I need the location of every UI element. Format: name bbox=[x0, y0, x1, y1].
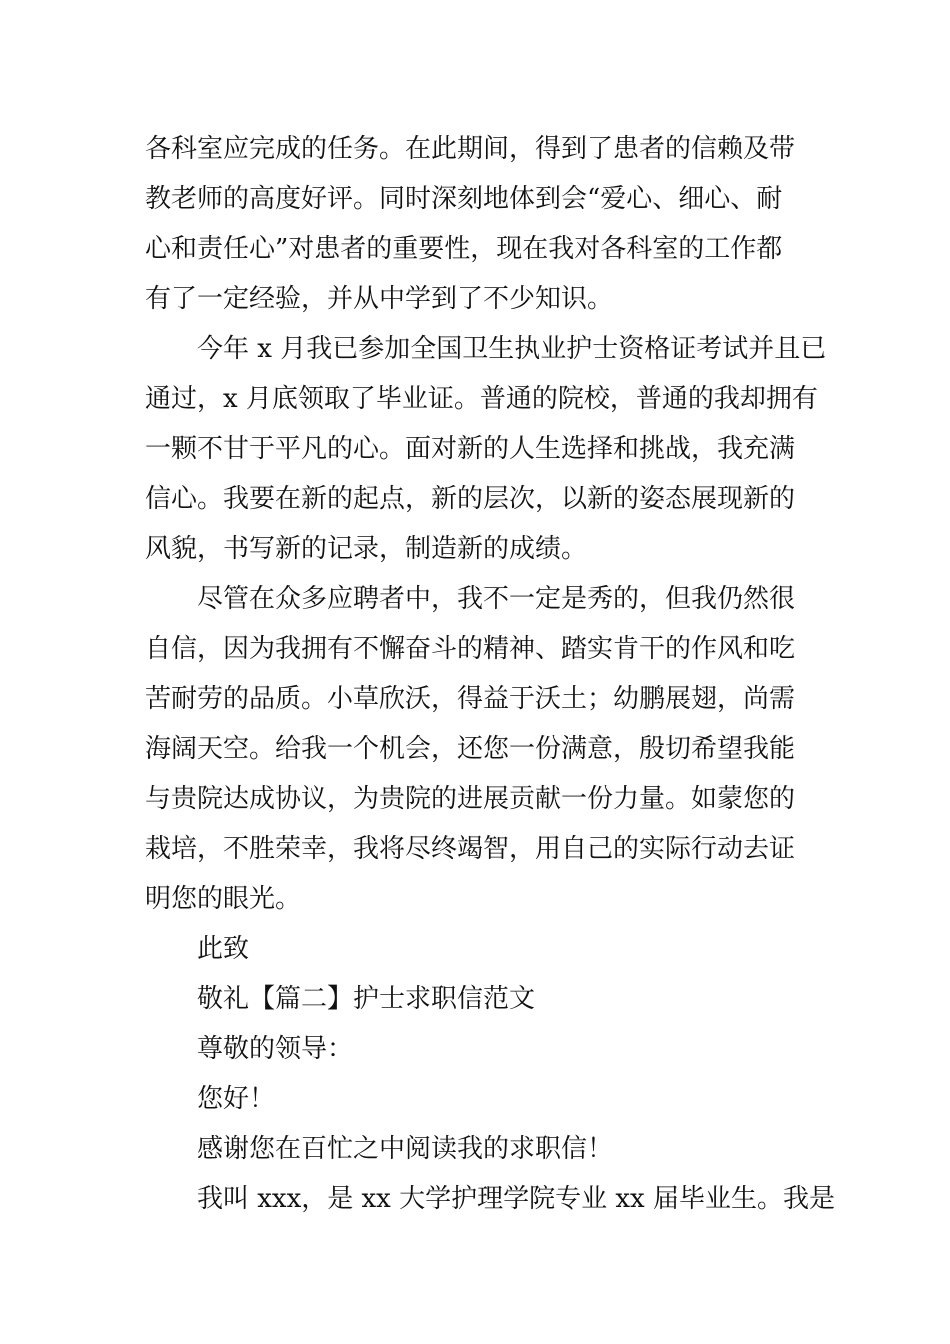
paragraph-line: 尽管在众多应聘者中，我不一定是秀的，但我仍然很 bbox=[197, 584, 796, 614]
paragraph-line: 通过，x 月底领取了毕业证。普通的院校，普通的我却拥有 bbox=[145, 384, 818, 414]
paragraph-line: 明您的眼光。 bbox=[145, 884, 302, 914]
paragraph-line: 教老师的高度好评。同时深刻地体到会“爱心、细心、耐 bbox=[145, 184, 783, 214]
paragraph-line: 我叫 xxx，是 xx 大学护理学院专业 xx 届毕业生。我是 bbox=[197, 1184, 835, 1214]
paragraph-line: 与贵院达成协议，为贵院的进展贡献一份力量。如蒙您的 bbox=[145, 784, 796, 814]
paragraph-line: 今年 x 月我已参加全国卫生执业护士资格证考试并且已 bbox=[197, 334, 827, 364]
paragraph-line: 信心。我要在新的起点，新的层次，以新的姿态展现新的 bbox=[145, 484, 796, 514]
closing-salutation: 此致 bbox=[197, 934, 250, 964]
greeting-line: 您好！ bbox=[197, 1084, 276, 1114]
greeting-line: 尊敬的领导： bbox=[197, 1034, 354, 1064]
paragraph-line: 有了一定经验，并从中学到了不少知识。 bbox=[145, 284, 614, 314]
paragraph-line: 苦耐劳的品质。小草欣沃，得益于沃土；幼鹏展翅，尚需 bbox=[145, 684, 796, 714]
paragraph-line: 自信，因为我拥有不懈奋斗的精神、踏实肯干的作风和吃 bbox=[145, 634, 796, 664]
paragraph-line: 海阔天空。给我一个机会，还您一份满意，殷切希望我能 bbox=[145, 734, 796, 764]
paragraph-line: 各科室应完成的任务。在此期间，得到了患者的信赖及带 bbox=[145, 134, 796, 164]
paragraph-line: 一颗不甘于平凡的心。面对新的人生选择和挑战，我充满 bbox=[145, 434, 796, 464]
paragraph-line: 心和责任心”对患者的重要性，现在我对各科室的工作都 bbox=[145, 234, 783, 264]
paragraph-line: 风貌，书写新的记录，制造新的成绩。 bbox=[145, 534, 588, 564]
paragraph-line: 栽培，不胜荣幸，我将尽终竭智，用自己的实际行动去证 bbox=[145, 834, 796, 864]
paragraph-line: 感谢您在百忙之中阅读我的求职信！ bbox=[197, 1134, 614, 1164]
document-body bbox=[145, 124, 835, 1224]
section-heading: 敬礼【篇二】护士求职信范文 bbox=[197, 984, 536, 1014]
